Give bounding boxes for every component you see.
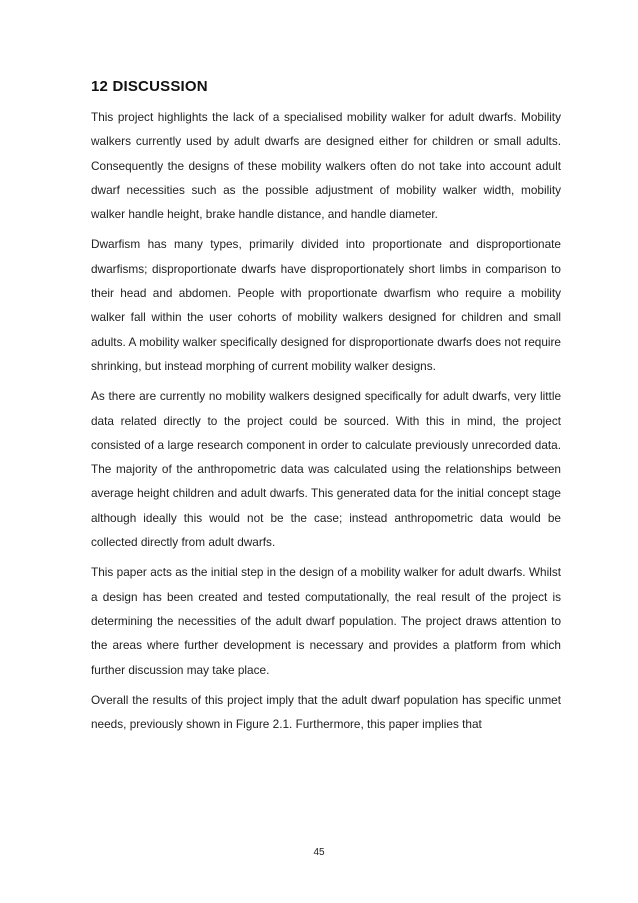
section-heading: 12 DISCUSSION — [91, 78, 208, 95]
paragraph-4: This paper acts as the initial step in the design of a mobility walker for adult dwarfs. Whilst a design has been created and tested computationally, the real result of the project is determining the necessities of the adult dwarf population. The project draws attention to the areas where further development is necessary and provides a platform from which further discussion may take place. — [91, 565, 561, 677]
page-number: 45 — [313, 847, 325, 858]
paragraph-1: This project highlights the lack of a specialised mobility walker for adult dwarfs. Mobility walkers currently used by adult dwarfs are designed either for children or small adults. Consequently the designs of these mobility walkers often do not take into account adult dwarf necessities such as the possible adjustment of mobility walker width, mobility walker handle height, brake handle distance, and handle diameter. — [91, 110, 561, 222]
paragraph-5: Overall the results of this project imply that the adult dwarf population has specific unmet needs, previously shown in Figure 2.1. Furthermore, this paper implies that — [91, 692, 561, 732]
body-text — [91, 105, 561, 742]
paragraph-3: As there are currently no mobility walkers designed specifically for adult dwarfs, very little data related directly to the project could be sourced. With this in mind, the project consisted of a large research component in order to calculate previously unrecorded data. The majority of the anthropometric data was calculated using the relationships between average height children and adult dwarfs. This generated data for the initial concept stage although ideally this would not be the case; instead anthropometric data would be collected directly from adult dwarfs. — [91, 389, 561, 550]
paragraph-2: Dwarfism has many types, primarily divided into proportionate and disproportionate dwarfisms; disproportionate dwarfs have disproportionately short limbs in comparison to their head and abdomen. People with proportionate dwarfism who require a mobility walker fall within the user cohorts of mobility walkers designed for children and small adults. A mobility walker specifically designed for disproportionate dwarfs does not require shrinking, but instead morphing of current mobility walker designs. — [91, 237, 561, 373]
